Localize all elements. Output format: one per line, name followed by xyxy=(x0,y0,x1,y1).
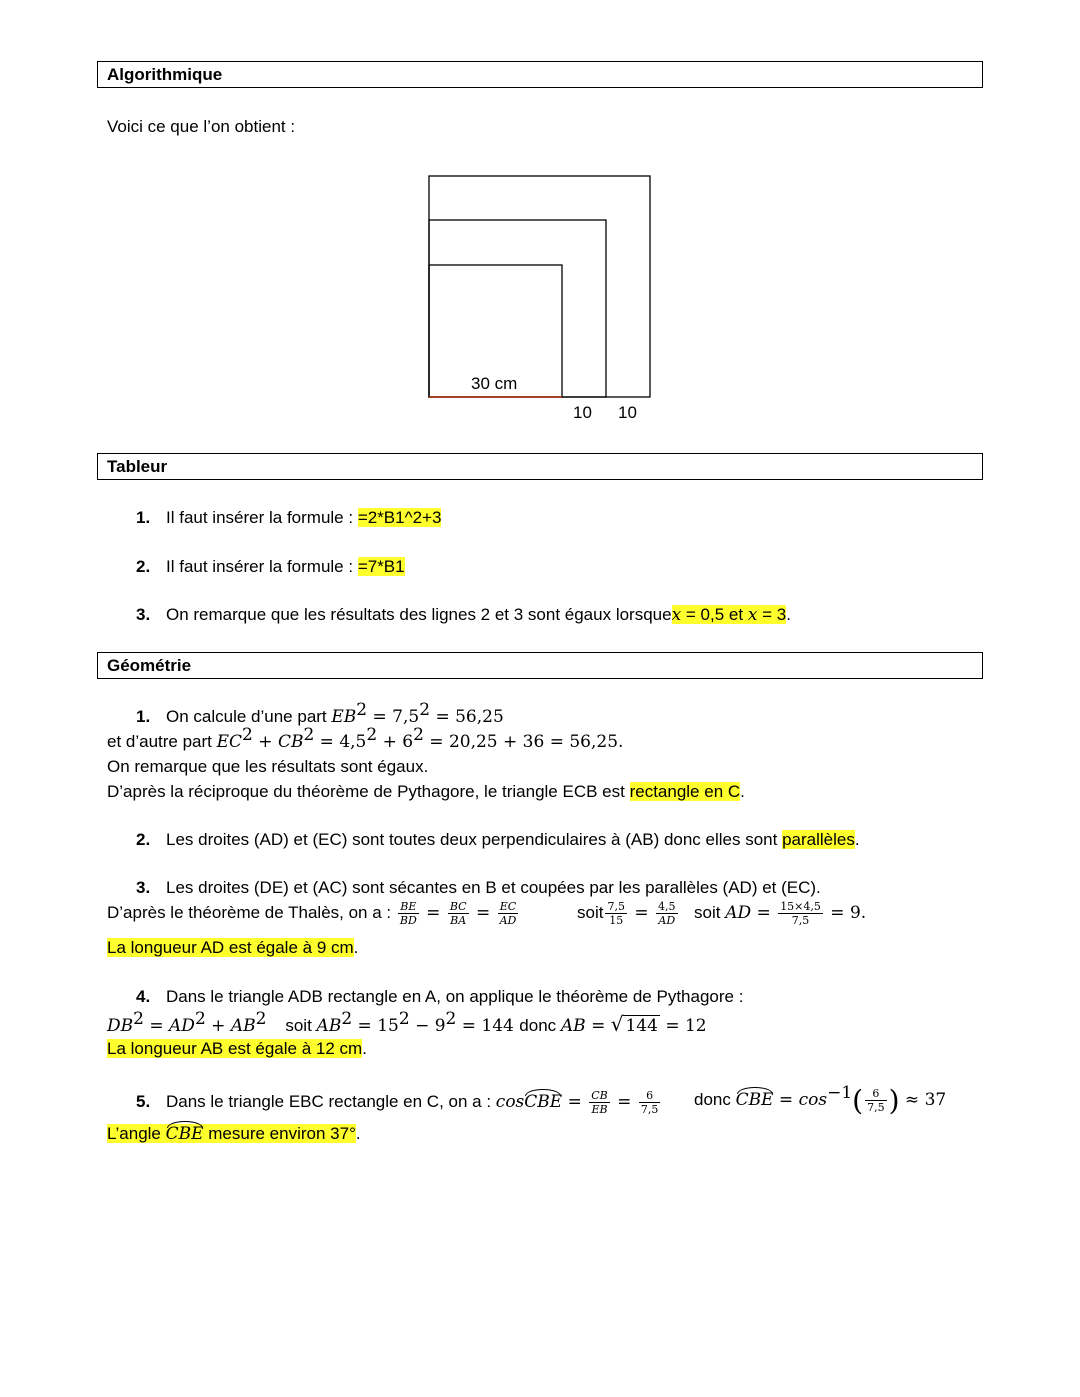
q-number: 3. xyxy=(136,878,151,897)
geo-q1-line3: On remarque que les résultats sont égaux. xyxy=(107,757,429,776)
q-number: 4. xyxy=(136,987,151,1006)
geo-q4-line2: $DB^2 = AD^2 + AB^2$ soit $AB^2 = 15^2 - 9^2 = 144$ donc AB = √ 144 = 12 xyxy=(107,1009,707,1036)
section-title: Géométrie xyxy=(107,656,192,675)
punct: . xyxy=(786,605,791,624)
punct: . xyxy=(854,830,860,849)
section-title: Algorithmique xyxy=(107,65,223,84)
q-number: 2. xyxy=(136,557,151,576)
soit-text: soit xyxy=(577,902,604,922)
donc-text: donc xyxy=(519,1016,557,1035)
intro-text: Voici ce que l’on obtient : xyxy=(107,117,296,136)
soit-text: soit xyxy=(694,902,721,922)
q-text: Les droites (AD) et (EC) sont toutes deux perpendiculaires à (AB) donc elles sont xyxy=(166,830,783,849)
q-text: Les droites (DE) et (AC) sont sécantes en B et coupées par les parallèles (AD) et (EC). xyxy=(166,878,821,897)
punct: . xyxy=(355,1124,361,1143)
geo-q3-result: soit AD = $\frac{15\times 4,5}{7,5}$ = 9. xyxy=(694,900,867,927)
answer-highlight: L’angle CBE mesure environ 37° xyxy=(107,1124,356,1144)
q-text: Il faut insérer la formule : xyxy=(166,557,358,576)
section-header-geometrie xyxy=(97,652,983,679)
q-number: 3. xyxy=(136,605,151,624)
q-text: et d’autre part xyxy=(107,732,217,751)
soit-text: soit xyxy=(285,1016,312,1035)
geo-q3-conclusion xyxy=(107,938,358,958)
geo-q1-line2: et d’autre part $EC^2 + CB^2 = 4,5^2 + 6^2 = 20,25 + 36 = 56,25$. xyxy=(107,725,624,752)
q-number: 5. xyxy=(136,1091,151,1111)
hl-text: L’angle xyxy=(107,1124,166,1143)
geo-q1-line1: 1. On calcule d’une part $EB^2 = 7,5^2 = 56,25$ xyxy=(136,700,504,727)
geo-q5-line1: 5. Dans le triangle EBC rectangle en C, on a : cosCBE = $\frac{CB}{EB}$ = $\frac{6}{7,5}$ xyxy=(136,1089,659,1116)
geo-q3-soit: soit $\frac{7,5}{15}$ = $\frac{4,5}{AD}$ xyxy=(577,900,676,927)
q-text: Il faut insérer la formule : xyxy=(166,508,358,527)
label-10-second: 10 xyxy=(618,403,637,422)
punct: . xyxy=(353,938,359,957)
answer-highlight: La longueur AD est égale à 9 cm xyxy=(107,938,354,957)
q-text: On remarque que les résultats des lignes 2 et 3 sont égaux lorsque xyxy=(166,605,672,624)
q-text: Dans le triangle EBC rectangle en C, on a : xyxy=(166,1091,496,1111)
nested-squares-figure xyxy=(420,170,660,430)
var-x: x xyxy=(671,605,682,625)
section-title: Tableur xyxy=(107,457,168,476)
section-header-algorithmique xyxy=(97,61,983,88)
var-x: x xyxy=(747,605,758,625)
tableur-q2 xyxy=(136,557,405,577)
punct: . xyxy=(740,782,745,801)
geo-q5-result: donc CBE = $\cos^{-1}$( $\frac{6}{7,5}$ ) ≈ 37 xyxy=(694,1082,947,1117)
formula-highlight: =2*B1^2+3 xyxy=(357,508,442,527)
punct: . xyxy=(362,1039,367,1058)
q-number: 1. xyxy=(136,508,151,527)
q-text: D’après la réciproque du théorème de Pythagore, le triangle ECB est xyxy=(107,782,630,801)
geo-q5-conclusion xyxy=(107,1124,361,1144)
q-number: 1. xyxy=(136,707,151,726)
formula-highlight: =7*B1 xyxy=(357,557,405,576)
donc-text: donc xyxy=(694,1089,731,1109)
solutions-highlight xyxy=(672,605,787,624)
q-text: On calcule d’une part xyxy=(166,707,332,726)
answer-highlight: La longueur AB est égale à 12 cm xyxy=(107,1039,363,1058)
tableur-q1 xyxy=(136,508,441,528)
q-text: D’après le théorème de Thalès, on a : xyxy=(107,902,396,922)
hl-text: mesure environ 37° xyxy=(203,1124,356,1143)
label-30cm: 30 cm xyxy=(471,374,518,393)
q-text: Dans le triangle ADB rectangle en A, on applique le théorème de Pythagore : xyxy=(166,987,744,1006)
answer-highlight: rectangle en C xyxy=(629,782,741,801)
label-10-first: 10 xyxy=(573,403,592,422)
geo-q4-line1 xyxy=(136,987,743,1007)
middle-square xyxy=(429,220,606,397)
tableur-q3 xyxy=(136,605,791,625)
geo-q1-line4 xyxy=(107,782,745,802)
q-number: 2. xyxy=(136,830,151,849)
geo-q3-line2: D’après le théorème de Thalès, on a : $\frac{BE}{BD}$ = $\frac{BC}{BA}$ = $\frac{EC}{AD}$ xyxy=(107,900,517,927)
section-header-tableur xyxy=(97,453,983,480)
answer-highlight: parallèles xyxy=(782,830,855,849)
geo-q3-line1 xyxy=(136,878,821,898)
value-text: = 0,5 et xyxy=(681,605,748,624)
outer-square xyxy=(429,176,650,397)
value-text: = 3 xyxy=(757,605,787,624)
geo-q2 xyxy=(136,830,860,850)
geo-q4-conclusion xyxy=(107,1039,367,1059)
